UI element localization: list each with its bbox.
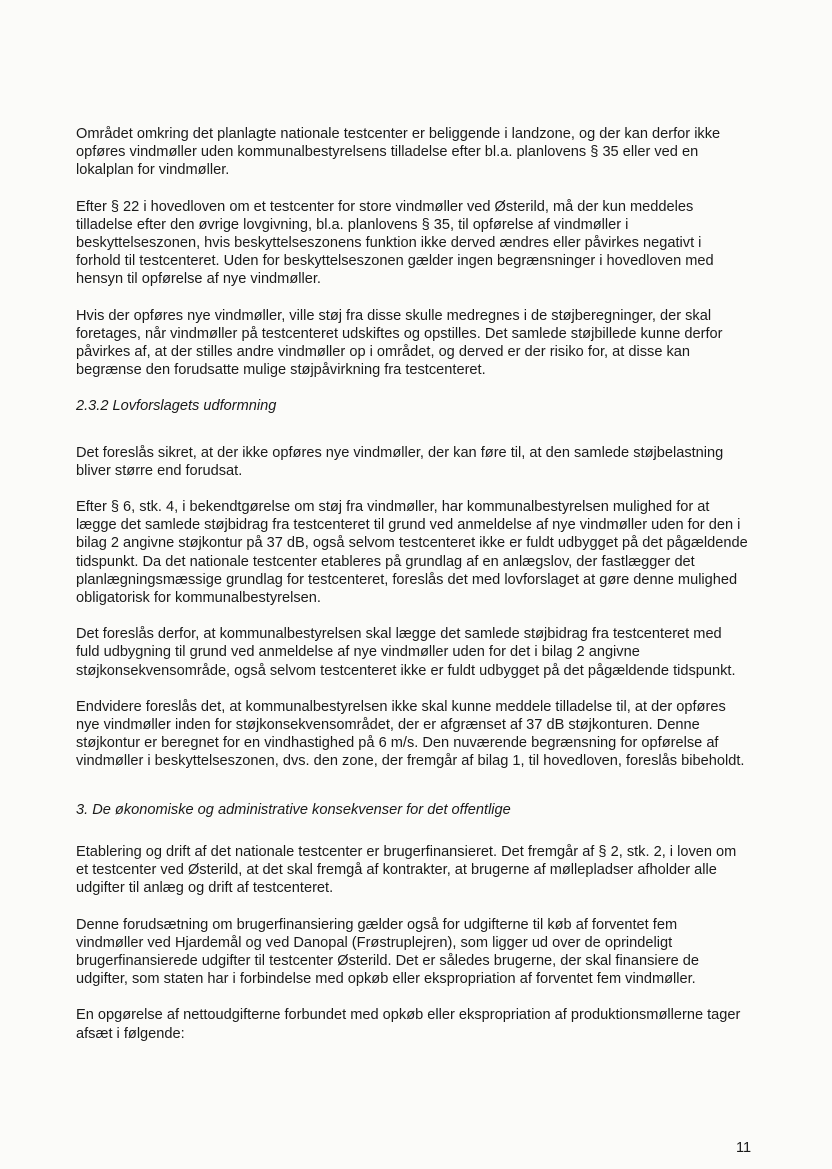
page-number: 11 — [736, 1140, 752, 1156]
paragraph: Endvidere foreslås det, at kommunalbestyrelsen ikke skal kunne meddele tilladelse til, at der opføres nye vindmøller inden for støjkonsekvensområdet, der er afgrænset af 37 dB støjkonturen. Denne støjkontur er beregnet for en vindhastighed på 6 m/s. Den nuværende begrænsning for opførelse af vindmøller i beskyttelseszonen, dvs. den zone, der fremgår af bilag 1, til hovedloven, foreslås bibeholdt. — [76, 698, 745, 770]
paragraph: Denne forudsætning om brugerfinansiering gælder også for udgifterne til køb af forventet fem vindmøller ved Hjardemål og ved Danopal (Frøstruplejren), som ligger ud over de oprindeligt brugerfinansierede udgifter til testcenter Østerild. Det er således brugerne, der skal finansiere de udgifter, som staten har i forbindelse med opkøb eller ekspropriation af forventet fem vindmøller. — [76, 916, 699, 988]
paragraph: Det foreslås derfor, at kommunalbestyrelsen skal lægge det samlede støjbidrag fra testcenteret med fuld udbygning til grund ved anmeldelse af nye vindmøller uden for det i bilag 2 angivne støjkonsekvensområde, også selvom testcenteret ikke er fuldt udbygget på det pågældende tidspunkt. — [76, 626, 736, 679]
paragraph: Det foreslås sikret, at der ikke opføres nye vindmøller, der kan føre til, at den samlede støjbelastning bliver større end forudsat. — [76, 444, 724, 479]
paragraph: Efter § 6, stk. 4, i bekendtgørelse om støj fra vindmøller, har kommunalbestyrelsen mulighed for at lægge det samlede støjbidrag fra testcenteret til grund ved anmeldelse af nye vindmøller uden for den i bilag 2 angivne støjkontur på 37 dB, også selvom testcenteret ikke er fuldt udbygget på det pågældende tidspunkt. Da det nationale testcenter etableres på grundlag af en anlægslov, der fastlægger det planlægningsmæssige grundlag for testcenteret, foreslås det med lovforslaget at gøre denne mulighed obligatorisk for kommunalbestyrelsen. — [76, 499, 748, 607]
paragraph: En opgørelse af nettoudgifterne forbundet med opkøb eller ekspropriation af produktionsmøllerne tager afsæt i følgende: — [76, 1007, 741, 1042]
paragraph: Efter § 22 i hovedloven om et testcenter for store vindmøller ved Østerild, må der kun meddeles tilladelse efter den øvrige lovgivning, bl.a. planlovens § 35, til opførelse af vindmøller i beskyttelseszonen, hvis beskyttelseszonens funktion ikke derved ændres eller påvirkes negativt i forhold til testcenteret. Uden for beskyttelseszonen gælder ingen begrænsninger i hovedloven med hensyn til opførelse af nye vindmøller. — [76, 198, 714, 288]
paragraph: Hvis der opføres nye vindmøller, ville støj fra disse skulle medregnes i de støjberegninger, der skal foretages, når vindmøller på testcenteret udskiftes og opstilles. Det samlede støjbillede kunne derfor påvirkes af, at der stilles andre vindmøller op i området, og derved er der risiko for, at disse kan begrænse den forudsatte mulige støjpåvirkning fra testcenteret. — [76, 307, 723, 379]
section-heading: 2.3.2 Lovforslagets udformning — [76, 398, 277, 415]
paragraph: Området omkring det planlagte nationale testcenter er beliggende i landzone, og der kan derfor ikke opføres vindmøller uden kommunalbestyrelsens tilladelse efter bl.a. planlovens § 35 eller ved en lokalplan for vindmøller. — [76, 126, 721, 179]
paragraph: Etablering og drift af det nationale testcenter er brugerfinansieret. Det fremgår af § 2, stk. 2, i loven om et testcenter ved Østerild, at det skal fremgå af kontrakter, at brugerne af møllepladser afholder alle udgifter til anlæg og drift af testcenteret. — [76, 843, 737, 897]
document-body — [76, 125, 748, 1043]
section-heading: 3. De økonomiske og administrative konsekvenser for det offentlige — [76, 801, 511, 818]
